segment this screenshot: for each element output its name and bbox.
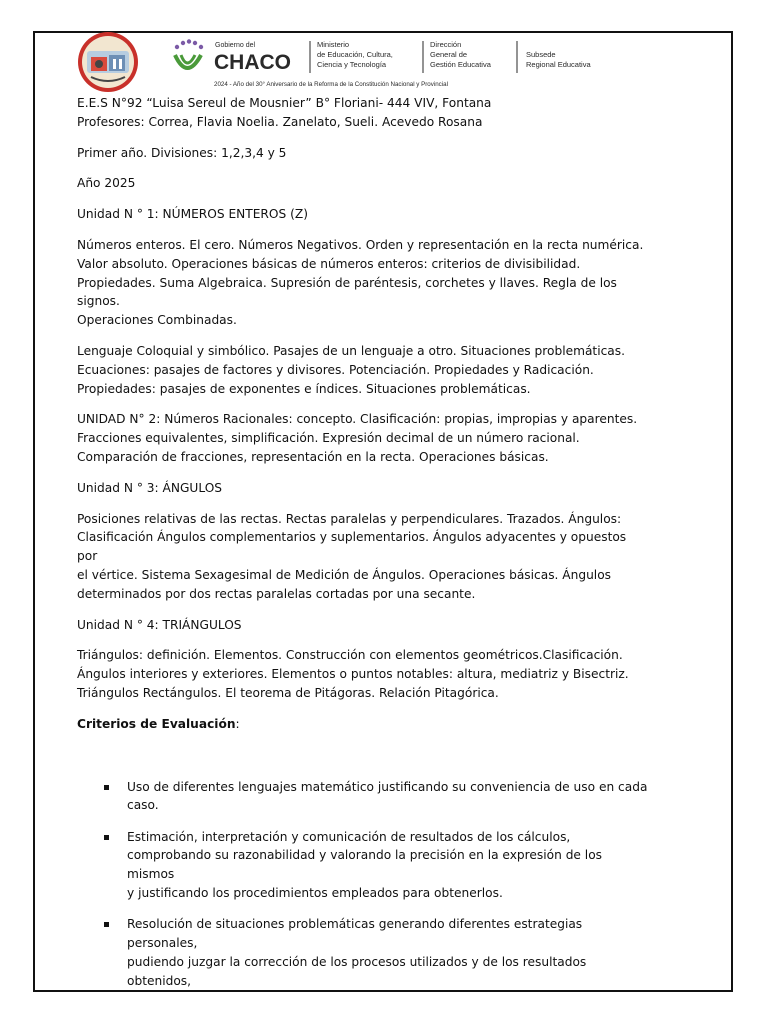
- grade-line: Primer año. Divisiones: 1,2,3,4 y 5: [77, 145, 287, 160]
- list-item: [77, 828, 649, 903]
- text-line: pudiendo juzgar la corrección de los procesos utilizados y de los resultados obtenidos,: [127, 954, 587, 988]
- bullet-icon: [104, 922, 109, 927]
- text-line: Propiedades. Suma Algebraica. Supresión de paréntesis, corchetes y llaves. Regla de los signos.: [77, 275, 617, 309]
- text-line: Lenguaje Coloquial y simbólico. Pasajes de un lenguaje a otro. Situaciones problemáticas.: [77, 343, 625, 358]
- criteria-list: [77, 778, 649, 991]
- direction-text-1: Dirección: [430, 40, 462, 49]
- text-line: comprobando su razonabilidad y valorando la precisión en la expresión de los mismos: [127, 848, 602, 882]
- teachers-line: Profesores: Correa, Flavia Noelia. Zanelato, Sueli. Acevedo Rosana: [77, 114, 483, 129]
- text-line: Números enteros. El cero. Números Negativos. Orden y representación en la recta numérica.: [77, 237, 644, 252]
- criteria-colon: :: [235, 716, 240, 731]
- criteria-heading: [77, 715, 649, 734]
- text-line: Triángulos Rectángulos. El teorema de Pitágoras. Relación Pitagórica.: [77, 685, 499, 700]
- text-line: UNIDAD N° 2: Números Racionales: concepto. Clasificación: propias, impropias y aparentes.: [77, 412, 638, 427]
- list-item: [77, 778, 649, 816]
- text-line: y justificando los procedimientos empleados para obtenerlos.: [127, 886, 503, 900]
- school-seal-logo: [77, 31, 139, 93]
- year-line: Año 2025: [77, 176, 136, 191]
- gov-big-text: CHACO: [214, 51, 291, 74]
- text-line: Propiedades: pasajes de exponentes e índices. Situaciones problemáticas.: [77, 381, 531, 396]
- text-line: Clasificación Ángulos complementarios y suplementarios. Ángulos adyacentes y opuestos por: [77, 530, 627, 564]
- header-logos: [77, 31, 649, 91]
- unit4-title: Unidad N ° 4: TRIÁNGULOS: [77, 617, 242, 632]
- ministry-text-2: de Educación, Cultura,: [317, 50, 393, 59]
- criteria-title: Criterios de Evaluación: [77, 716, 236, 731]
- text-line: Ángulos interiores y exteriores. Elementos o puntos notables: altura, mediatriz y Bisectriz.: [77, 667, 629, 682]
- ministry-text-1: Ministerio: [317, 40, 350, 49]
- bullet-icon: [104, 835, 109, 840]
- text-line: Operaciones Combinadas.: [77, 313, 237, 328]
- unit1-paragraph-2: [77, 342, 649, 398]
- text-line: Valor absoluto. Operaciones básicas de números enteros: criterios de divisibilidad.: [77, 256, 581, 271]
- unit2-paragraph: [77, 410, 649, 466]
- year-banner-text: 2024 - Año del 30° Aniversario de la Reforma de la Constitución Nacional y Provincial: [214, 81, 448, 88]
- unit1-title: Unidad N ° 1: NÚMEROS ENTEROS (Z): [77, 207, 308, 222]
- text-line: Estimación, interpretación y comunicación de resultados de los cálculos,: [127, 829, 571, 844]
- text-line: determinados por dos rectas paralelas cortadas por una secante.: [77, 586, 476, 601]
- subsede-text-2: Regional Educativa: [526, 60, 591, 69]
- direction-text-3: Gestión Educativa: [430, 60, 491, 69]
- text-line: Ecuaciones: pasajes de factores y divisores. Potenciación. Propiedades y Radicación.: [77, 362, 594, 377]
- text-line: Resolución de situaciones problemáticas generando diferentes estrategias personales,: [127, 917, 583, 951]
- gov-small-text: Gobierno del: [215, 42, 256, 49]
- list-item: [77, 915, 649, 990]
- government-chaco-logo: [167, 33, 637, 91]
- text-line: Triángulos: definición. Elementos. Construcción con elementos geométricos.Clasificación.: [77, 648, 623, 663]
- unit3-paragraph: [77, 510, 649, 604]
- direction-text-2: General de: [430, 50, 468, 59]
- bullet-icon: [104, 785, 109, 790]
- subsede-text-1: Subsede: [526, 50, 556, 59]
- chaco-emblem-icon: [175, 39, 203, 68]
- ministry-text-3: Ciencia y Tecnología: [317, 60, 387, 69]
- unit3-title: Unidad N ° 3: ÁNGULOS: [77, 480, 223, 495]
- text-line: el vértice. Sistema Sexagesimal de Medición de Ángulos. Operaciones básicas. Ángulos: [77, 567, 612, 582]
- document-body: [77, 94, 649, 1003]
- text-line: Comparación de fracciones, representación en la recta. Operaciones básicas.: [77, 449, 549, 464]
- unit4-paragraph: [77, 646, 649, 702]
- text-line: Posiciones relativas de las rectas. Rectas paralelas y perpendiculares. Trazados. Ángulos:: [77, 511, 622, 526]
- text-line: caso.: [127, 798, 159, 813]
- text-line: Uso de diferentes lenguajes matemático justificando su conveniencia de uso en cada: [127, 779, 648, 794]
- unit1-paragraph-1: [77, 236, 649, 330]
- school-line: E.E.S N°92 “Luisa Sereul de Mousnier” B° Floriani- 444 VIV, Fontana: [77, 96, 492, 110]
- text-line: Fracciones equivalentes, simplificación. Expresión decimal de un número racional.: [77, 431, 580, 446]
